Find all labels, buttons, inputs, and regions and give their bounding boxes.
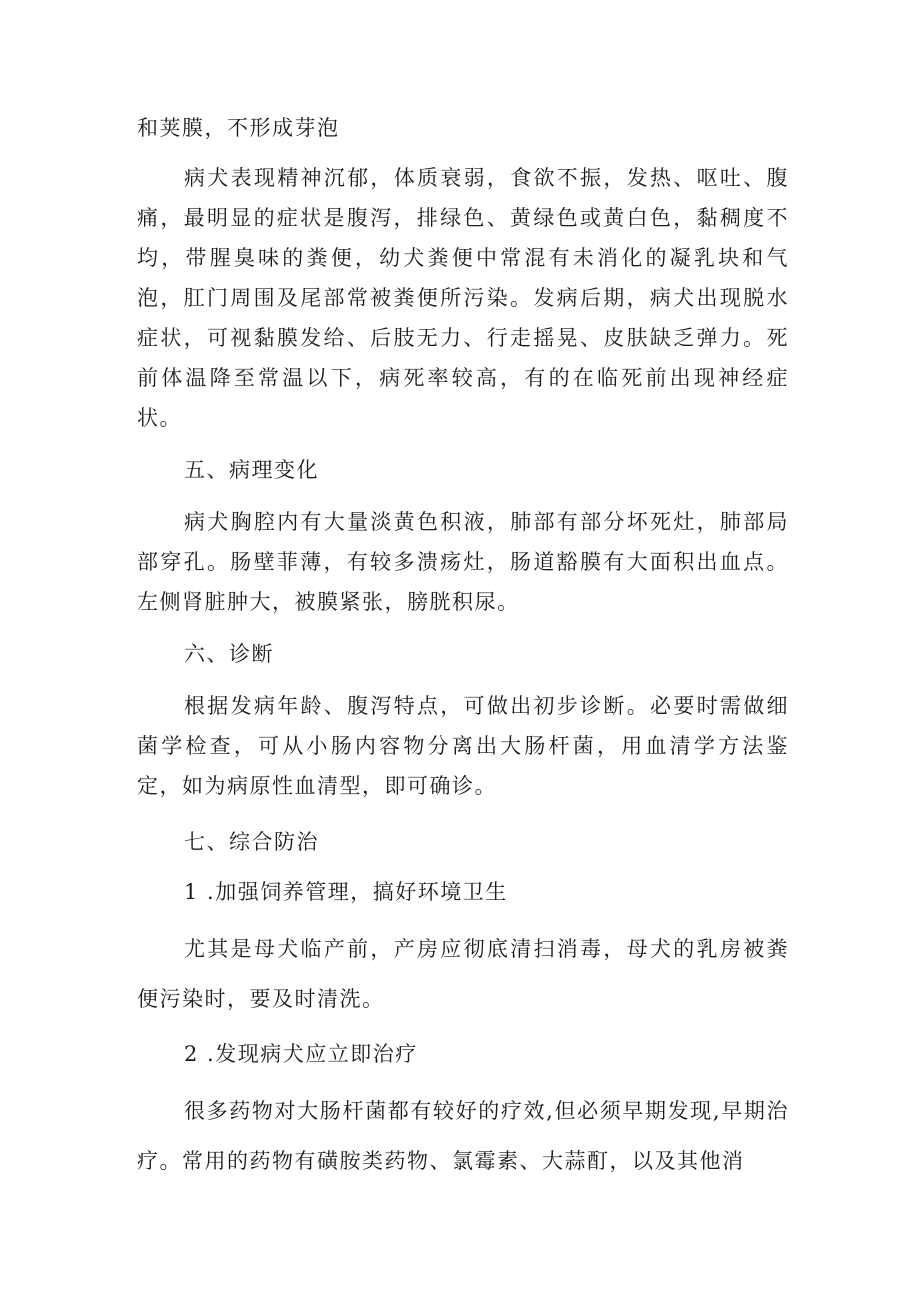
paragraph-treatment: 很多药物对大肠杆菌都有较好的疗效,但必须早期发现,早期治疗。常用的药物有磺胺类药物、氯霉素、大蒜酊，以及其他消 (137, 1099, 789, 1173)
section-heading-pathology: 五、病理变化 (184, 458, 319, 482)
paragraph-symptoms: 病犬表现精神沉郁，体质衰弱，食欲不振，发热、呕吐、腹痛，最明显的症状是腹泻，排绿色、黄绿色或黄白色，黏稠度不均，带腥臭味的粪便，幼犬粪便中常混有未消化的凝乳块和气泡，肛门周围及尾部常被粪便所污染。发病后期，病犬出现脱水症状，可视黏膜发给、后肢无力、行走摇晃、皮肤缺乏弹力。死前体温降至常温以下，病死率较高，有的在临死前出现神经症状。 (137, 166, 789, 430)
section-heading-prevention: 七、综合防治 (184, 830, 319, 854)
document-body (137, 108, 789, 1186)
paragraph-capsule-note: 和荚膜，不形成芽泡 (137, 116, 340, 140)
paragraph-diagnosis: 根据发病年龄、腹泻特点，可做出初步诊断。必要时需做细菌学检查，可从小肠内容物分离出大肠杆菌，用血清学方法鉴定，如为病原性血清型，即可确诊。 (137, 694, 789, 798)
section-heading-diagnosis: 六、诊断 (184, 642, 274, 666)
paragraph-pathology: 病犬胸腔内有大量淡黄色积液，肺部有部分坏死灶，肺部局部穿孔。肠壁菲薄，有较多溃疡灶，肠道豁膜有大面积出血点。左侧肾脏肿大，被膜紧张，膀胱积尿。 (137, 510, 789, 614)
paragraph-management: 尤其是母犬临产前，产房应彻底清扫消毒，母犬的乳房被粪便污染时，要及时清洗。 (137, 937, 789, 1011)
subheading-management: 1 .加强饲养管理，搞好环境卫生 (184, 880, 508, 904)
subheading-treatment: 2 .发现病犬应立即治疗 (184, 1042, 418, 1066)
